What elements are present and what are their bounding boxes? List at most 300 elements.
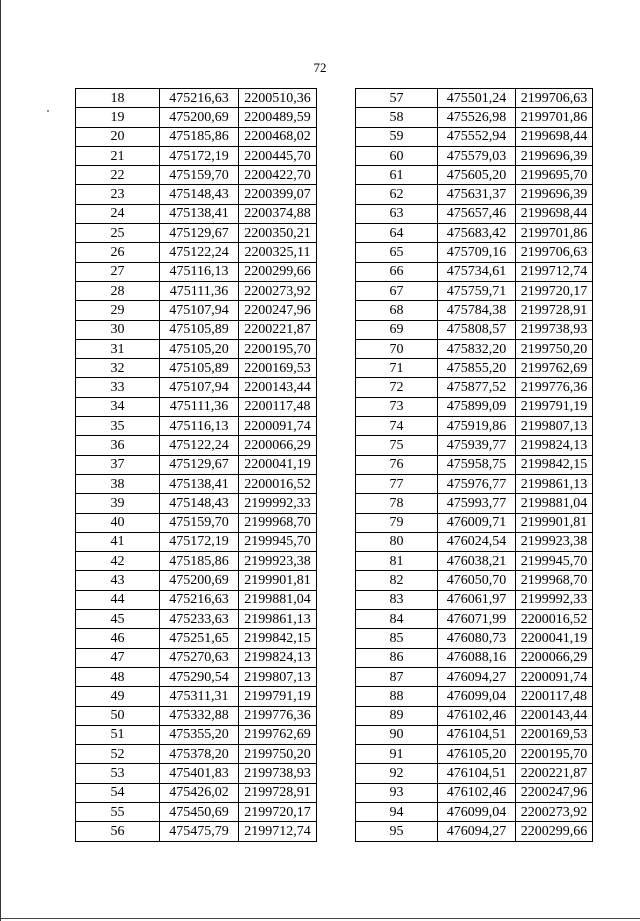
x-coordinate-cell: 475122,24 bbox=[160, 436, 239, 455]
point-number-cell: 90 bbox=[356, 725, 438, 744]
y-coordinate-cell: 2199945,70 bbox=[516, 552, 593, 571]
table-row bbox=[356, 89, 593, 108]
x-coordinate-cell: 475450,69 bbox=[160, 802, 239, 821]
page-number: 72 bbox=[313, 60, 327, 75]
table-row bbox=[76, 89, 317, 108]
point-number-cell: 85 bbox=[356, 629, 438, 648]
y-coordinate-cell: 2200299,66 bbox=[239, 262, 317, 281]
point-number-cell: 57 bbox=[356, 89, 438, 108]
y-coordinate-cell: 2199728,91 bbox=[239, 783, 317, 802]
point-number-cell: 81 bbox=[356, 552, 438, 571]
x-coordinate-cell: 476009,71 bbox=[438, 513, 516, 532]
x-coordinate-cell: 476038,21 bbox=[438, 552, 516, 571]
x-coordinate-cell: 475216,63 bbox=[160, 89, 239, 108]
point-number-cell: 43 bbox=[76, 571, 160, 590]
table-row bbox=[76, 301, 317, 320]
x-coordinate-cell: 475734,61 bbox=[438, 262, 516, 281]
table-row bbox=[356, 359, 593, 378]
table-row bbox=[76, 127, 317, 146]
y-coordinate-cell: 2199701,86 bbox=[516, 108, 593, 127]
y-coordinate-cell: 2199720,17 bbox=[516, 281, 593, 300]
table-row bbox=[76, 745, 317, 764]
y-coordinate-cell: 2199695,70 bbox=[516, 166, 593, 185]
point-number-cell: 66 bbox=[356, 262, 438, 281]
x-coordinate-cell: 475526,98 bbox=[438, 108, 516, 127]
y-coordinate-cell: 2200510,36 bbox=[239, 89, 317, 108]
x-coordinate-cell: 475976,77 bbox=[438, 474, 516, 493]
point-number-cell: 76 bbox=[356, 455, 438, 474]
table-row bbox=[76, 629, 317, 648]
point-number-cell: 87 bbox=[356, 667, 438, 686]
y-coordinate-cell: 2199728,91 bbox=[516, 301, 593, 320]
coordinates-table-left bbox=[75, 88, 317, 842]
y-coordinate-cell: 2200299,66 bbox=[516, 822, 593, 841]
x-coordinate-cell: 475899,09 bbox=[438, 397, 516, 416]
y-coordinate-cell: 2199968,70 bbox=[516, 571, 593, 590]
y-coordinate-cell: 2199696,39 bbox=[516, 146, 593, 165]
table-row bbox=[356, 204, 593, 223]
y-coordinate-cell: 2200117,48 bbox=[239, 397, 317, 416]
x-coordinate-cell: 475111,36 bbox=[160, 397, 239, 416]
table-row bbox=[76, 262, 317, 281]
point-number-cell: 25 bbox=[76, 224, 160, 243]
table-row bbox=[76, 725, 317, 744]
point-number-cell: 34 bbox=[76, 397, 160, 416]
x-coordinate-cell: 475401,83 bbox=[160, 764, 239, 783]
point-number-cell: 27 bbox=[76, 262, 160, 281]
point-number-cell: 28 bbox=[76, 281, 160, 300]
point-number-cell: 44 bbox=[76, 590, 160, 609]
x-coordinate-cell: 476061,97 bbox=[438, 590, 516, 609]
point-number-cell: 61 bbox=[356, 166, 438, 185]
table-row bbox=[356, 185, 593, 204]
x-coordinate-cell: 476102,46 bbox=[438, 783, 516, 802]
table-row bbox=[356, 745, 593, 764]
x-coordinate-cell: 475759,71 bbox=[438, 281, 516, 300]
table-row bbox=[76, 378, 317, 397]
point-number-cell: 42 bbox=[76, 552, 160, 571]
x-coordinate-cell: 476104,51 bbox=[438, 725, 516, 744]
x-coordinate-cell: 475919,86 bbox=[438, 417, 516, 436]
y-coordinate-cell: 2199720,17 bbox=[239, 802, 317, 821]
point-number-cell: 59 bbox=[356, 127, 438, 146]
point-number-cell: 33 bbox=[76, 378, 160, 397]
point-number-cell: 67 bbox=[356, 281, 438, 300]
point-number-cell: 60 bbox=[356, 146, 438, 165]
point-number-cell: 36 bbox=[76, 436, 160, 455]
point-number-cell: 30 bbox=[76, 320, 160, 339]
y-coordinate-cell: 2200273,92 bbox=[239, 281, 317, 300]
x-coordinate-cell: 475958,75 bbox=[438, 455, 516, 474]
y-coordinate-cell: 2200143,44 bbox=[516, 706, 593, 725]
point-number-cell: 94 bbox=[356, 802, 438, 821]
table-row bbox=[356, 725, 593, 744]
y-coordinate-cell: 2199698,44 bbox=[516, 127, 593, 146]
x-coordinate-cell: 475172,19 bbox=[160, 532, 239, 551]
x-coordinate-cell: 475116,13 bbox=[160, 262, 239, 281]
point-number-cell: 49 bbox=[76, 687, 160, 706]
x-coordinate-cell: 475138,41 bbox=[160, 474, 239, 493]
point-number-cell: 41 bbox=[76, 532, 160, 551]
y-coordinate-cell: 2200016,52 bbox=[239, 474, 317, 493]
point-number-cell: 40 bbox=[76, 513, 160, 532]
point-number-cell: 83 bbox=[356, 590, 438, 609]
point-number-cell: 75 bbox=[356, 436, 438, 455]
x-coordinate-cell: 475993,77 bbox=[438, 494, 516, 513]
point-number-cell: 65 bbox=[356, 243, 438, 262]
y-coordinate-cell: 2199738,93 bbox=[516, 320, 593, 339]
y-coordinate-cell: 2199706,63 bbox=[516, 243, 593, 262]
point-number-cell: 56 bbox=[76, 822, 160, 841]
table-row bbox=[356, 146, 593, 165]
y-coordinate-cell: 2200374,88 bbox=[239, 204, 317, 223]
y-coordinate-cell: 2200489,59 bbox=[239, 108, 317, 127]
point-number-cell: 80 bbox=[356, 532, 438, 551]
y-coordinate-cell: 2200066,29 bbox=[516, 648, 593, 667]
point-number-cell: 47 bbox=[76, 648, 160, 667]
y-coordinate-cell: 2200399,07 bbox=[239, 185, 317, 204]
x-coordinate-cell: 475216,63 bbox=[160, 590, 239, 609]
point-number-cell: 32 bbox=[76, 359, 160, 378]
point-number-cell: 92 bbox=[356, 764, 438, 783]
y-coordinate-cell: 2200247,96 bbox=[516, 783, 593, 802]
y-coordinate-cell: 2199824,13 bbox=[516, 436, 593, 455]
table-row bbox=[76, 590, 317, 609]
table-row bbox=[76, 494, 317, 513]
y-coordinate-cell: 2199923,38 bbox=[516, 532, 593, 551]
y-coordinate-cell: 2199881,04 bbox=[239, 590, 317, 609]
x-coordinate-cell: 475111,36 bbox=[160, 281, 239, 300]
y-coordinate-cell: 2200325,11 bbox=[239, 243, 317, 262]
table-row bbox=[356, 127, 593, 146]
x-coordinate-cell: 475355,20 bbox=[160, 725, 239, 744]
table-row bbox=[76, 417, 317, 436]
point-number-cell: 45 bbox=[76, 610, 160, 629]
y-coordinate-cell: 2200143,44 bbox=[239, 378, 317, 397]
table-row bbox=[76, 783, 317, 802]
table-row bbox=[76, 822, 317, 841]
x-coordinate-cell: 475475,79 bbox=[160, 822, 239, 841]
coordinates-table-right-body bbox=[356, 89, 593, 842]
table-row bbox=[356, 339, 593, 358]
table-row bbox=[76, 455, 317, 474]
point-number-cell: 50 bbox=[76, 706, 160, 725]
table-row bbox=[356, 783, 593, 802]
x-coordinate-cell: 475129,67 bbox=[160, 455, 239, 474]
point-number-cell: 71 bbox=[356, 359, 438, 378]
y-coordinate-cell: 2199968,70 bbox=[239, 513, 317, 532]
x-coordinate-cell: 475290,54 bbox=[160, 667, 239, 686]
y-coordinate-cell: 2199738,93 bbox=[239, 764, 317, 783]
y-coordinate-cell: 2200195,70 bbox=[516, 745, 593, 764]
point-number-cell: 62 bbox=[356, 185, 438, 204]
point-number-cell: 58 bbox=[356, 108, 438, 127]
table-row bbox=[76, 281, 317, 300]
x-coordinate-cell: 475332,88 bbox=[160, 706, 239, 725]
table-row bbox=[76, 667, 317, 686]
table-row bbox=[76, 166, 317, 185]
x-coordinate-cell: 475172,19 bbox=[160, 146, 239, 165]
y-coordinate-cell: 2199992,33 bbox=[239, 494, 317, 513]
table-row bbox=[356, 474, 593, 493]
point-number-cell: 54 bbox=[76, 783, 160, 802]
table-row bbox=[356, 802, 593, 821]
x-coordinate-cell: 475148,43 bbox=[160, 494, 239, 513]
table-row bbox=[76, 146, 317, 165]
y-coordinate-cell: 2200117,48 bbox=[516, 687, 593, 706]
table-row bbox=[76, 224, 317, 243]
y-coordinate-cell: 2199706,63 bbox=[516, 89, 593, 108]
y-coordinate-cell: 2199698,44 bbox=[516, 204, 593, 223]
x-coordinate-cell: 475631,37 bbox=[438, 185, 516, 204]
table-row bbox=[76, 436, 317, 455]
point-number-cell: 91 bbox=[356, 745, 438, 764]
point-number-cell: 20 bbox=[76, 127, 160, 146]
y-coordinate-cell: 2199762,69 bbox=[516, 359, 593, 378]
table-row bbox=[356, 590, 593, 609]
y-coordinate-cell: 2199923,38 bbox=[239, 552, 317, 571]
table-row bbox=[356, 108, 593, 127]
y-coordinate-cell: 2199807,13 bbox=[239, 667, 317, 686]
y-coordinate-cell: 2199762,69 bbox=[239, 725, 317, 744]
x-coordinate-cell: 476094,27 bbox=[438, 822, 516, 841]
table-row bbox=[76, 339, 317, 358]
y-coordinate-cell: 2199791,19 bbox=[516, 397, 593, 416]
x-coordinate-cell: 475552,94 bbox=[438, 127, 516, 146]
x-coordinate-cell: 475138,41 bbox=[160, 204, 239, 223]
x-coordinate-cell: 475107,94 bbox=[160, 378, 239, 397]
y-coordinate-cell: 2200221,87 bbox=[516, 764, 593, 783]
table-row bbox=[356, 610, 593, 629]
point-number-cell: 78 bbox=[356, 494, 438, 513]
table-row bbox=[76, 552, 317, 571]
x-coordinate-cell: 475148,43 bbox=[160, 185, 239, 204]
x-coordinate-cell: 475233,63 bbox=[160, 610, 239, 629]
point-number-cell: 48 bbox=[76, 667, 160, 686]
x-coordinate-cell: 476024,54 bbox=[438, 532, 516, 551]
x-coordinate-cell: 475129,67 bbox=[160, 224, 239, 243]
x-coordinate-cell: 475657,46 bbox=[438, 204, 516, 223]
y-coordinate-cell: 2200041,19 bbox=[516, 629, 593, 648]
point-number-cell: 89 bbox=[356, 706, 438, 725]
x-coordinate-cell: 475501,24 bbox=[438, 89, 516, 108]
table-row bbox=[76, 359, 317, 378]
point-number-cell: 19 bbox=[76, 108, 160, 127]
x-coordinate-cell: 476099,04 bbox=[438, 802, 516, 821]
point-number-cell: 39 bbox=[76, 494, 160, 513]
point-number-cell: 77 bbox=[356, 474, 438, 493]
point-number-cell: 53 bbox=[76, 764, 160, 783]
point-number-cell: 70 bbox=[356, 339, 438, 358]
scan-edge-line bbox=[0, 0, 1, 921]
point-number-cell: 88 bbox=[356, 687, 438, 706]
y-coordinate-cell: 2199807,13 bbox=[516, 417, 593, 436]
point-number-cell: 37 bbox=[76, 455, 160, 474]
table-row bbox=[356, 281, 593, 300]
table-row bbox=[356, 764, 593, 783]
y-coordinate-cell: 2200169,53 bbox=[516, 725, 593, 744]
x-coordinate-cell: 475939,77 bbox=[438, 436, 516, 455]
x-coordinate-cell: 476080,73 bbox=[438, 629, 516, 648]
point-number-cell: 23 bbox=[76, 185, 160, 204]
table-row bbox=[356, 706, 593, 725]
point-number-cell: 84 bbox=[356, 610, 438, 629]
x-coordinate-cell: 475784,38 bbox=[438, 301, 516, 320]
table-row bbox=[76, 108, 317, 127]
point-number-cell: 24 bbox=[76, 204, 160, 223]
x-coordinate-cell: 475311,31 bbox=[160, 687, 239, 706]
y-coordinate-cell: 2200247,96 bbox=[239, 301, 317, 320]
x-coordinate-cell: 475855,20 bbox=[438, 359, 516, 378]
table-row bbox=[356, 513, 593, 532]
table-row bbox=[76, 513, 317, 532]
x-coordinate-cell: 475605,20 bbox=[438, 166, 516, 185]
x-coordinate-cell: 475251,65 bbox=[160, 629, 239, 648]
table-row bbox=[76, 185, 317, 204]
table-row bbox=[356, 417, 593, 436]
point-number-cell: 55 bbox=[76, 802, 160, 821]
scan-speck bbox=[47, 110, 49, 112]
y-coordinate-cell: 2200445,70 bbox=[239, 146, 317, 165]
table-row bbox=[356, 262, 593, 281]
point-number-cell: 29 bbox=[76, 301, 160, 320]
table-row bbox=[356, 436, 593, 455]
y-coordinate-cell: 2200468,02 bbox=[239, 127, 317, 146]
x-coordinate-cell: 476050,70 bbox=[438, 571, 516, 590]
coordinates-table-left-body bbox=[76, 89, 317, 842]
x-coordinate-cell: 475105,89 bbox=[160, 320, 239, 339]
x-coordinate-cell: 475270,63 bbox=[160, 648, 239, 667]
point-number-cell: 74 bbox=[356, 417, 438, 436]
y-coordinate-cell: 2199824,13 bbox=[239, 648, 317, 667]
table-row bbox=[356, 552, 593, 571]
x-coordinate-cell: 475378,20 bbox=[160, 745, 239, 764]
point-number-cell: 95 bbox=[356, 822, 438, 841]
x-coordinate-cell: 476099,04 bbox=[438, 687, 516, 706]
y-coordinate-cell: 2199881,04 bbox=[516, 494, 593, 513]
x-coordinate-cell: 475107,94 bbox=[160, 301, 239, 320]
table-row bbox=[76, 802, 317, 821]
point-number-cell: 73 bbox=[356, 397, 438, 416]
table-row bbox=[76, 397, 317, 416]
table-row bbox=[76, 204, 317, 223]
table-row bbox=[356, 667, 593, 686]
y-coordinate-cell: 2200041,19 bbox=[239, 455, 317, 474]
point-number-cell: 38 bbox=[76, 474, 160, 493]
point-number-cell: 51 bbox=[76, 725, 160, 744]
point-number-cell: 68 bbox=[356, 301, 438, 320]
y-coordinate-cell: 2199861,13 bbox=[516, 474, 593, 493]
x-coordinate-cell: 475105,89 bbox=[160, 359, 239, 378]
y-coordinate-cell: 2199696,39 bbox=[516, 185, 593, 204]
table-row bbox=[356, 397, 593, 416]
y-coordinate-cell: 2200091,74 bbox=[516, 667, 593, 686]
point-number-cell: 21 bbox=[76, 146, 160, 165]
point-number-cell: 22 bbox=[76, 166, 160, 185]
table-row bbox=[356, 243, 593, 262]
y-coordinate-cell: 2199791,19 bbox=[239, 687, 317, 706]
y-coordinate-cell: 2199901,81 bbox=[516, 513, 593, 532]
y-coordinate-cell: 2199842,15 bbox=[516, 455, 593, 474]
x-coordinate-cell: 475185,86 bbox=[160, 552, 239, 571]
point-number-cell: 69 bbox=[356, 320, 438, 339]
table-row bbox=[76, 648, 317, 667]
y-coordinate-cell: 2200016,52 bbox=[516, 610, 593, 629]
x-coordinate-cell: 476094,27 bbox=[438, 667, 516, 686]
table-row bbox=[76, 571, 317, 590]
table-row bbox=[356, 166, 593, 185]
table-row bbox=[356, 822, 593, 841]
x-coordinate-cell: 475426,02 bbox=[160, 783, 239, 802]
table-row bbox=[76, 474, 317, 493]
table-row bbox=[356, 224, 593, 243]
y-coordinate-cell: 2200273,92 bbox=[516, 802, 593, 821]
y-coordinate-cell: 2199945,70 bbox=[239, 532, 317, 551]
x-coordinate-cell: 475185,86 bbox=[160, 127, 239, 146]
point-number-cell: 52 bbox=[76, 745, 160, 764]
table-row bbox=[76, 243, 317, 262]
point-number-cell: 82 bbox=[356, 571, 438, 590]
x-coordinate-cell: 475808,57 bbox=[438, 320, 516, 339]
x-coordinate-cell: 475683,42 bbox=[438, 224, 516, 243]
x-coordinate-cell: 476088,16 bbox=[438, 648, 516, 667]
y-coordinate-cell: 2200350,21 bbox=[239, 224, 317, 243]
table-row bbox=[356, 648, 593, 667]
x-coordinate-cell: 475159,70 bbox=[160, 513, 239, 532]
y-coordinate-cell: 2200066,29 bbox=[239, 436, 317, 455]
table-row bbox=[356, 455, 593, 474]
y-coordinate-cell: 2199776,36 bbox=[516, 378, 593, 397]
table-row bbox=[356, 301, 593, 320]
table-row bbox=[356, 320, 593, 339]
scan-bottom-line bbox=[0, 918, 640, 919]
table-row bbox=[356, 378, 593, 397]
point-number-cell: 72 bbox=[356, 378, 438, 397]
y-coordinate-cell: 2199861,13 bbox=[239, 610, 317, 629]
point-number-cell: 64 bbox=[356, 224, 438, 243]
point-number-cell: 35 bbox=[76, 417, 160, 436]
x-coordinate-cell: 475200,69 bbox=[160, 571, 239, 590]
point-number-cell: 26 bbox=[76, 243, 160, 262]
point-number-cell: 18 bbox=[76, 89, 160, 108]
table-row bbox=[356, 494, 593, 513]
x-coordinate-cell: 475116,13 bbox=[160, 417, 239, 436]
x-coordinate-cell: 476104,51 bbox=[438, 764, 516, 783]
table-row bbox=[76, 610, 317, 629]
table-row bbox=[76, 320, 317, 339]
y-coordinate-cell: 2200169,53 bbox=[239, 359, 317, 378]
y-coordinate-cell: 2200221,87 bbox=[239, 320, 317, 339]
table-row bbox=[356, 532, 593, 551]
coordinates-table-right bbox=[355, 88, 593, 842]
y-coordinate-cell: 2199750,20 bbox=[516, 339, 593, 358]
table-row bbox=[76, 764, 317, 783]
y-coordinate-cell: 2200091,74 bbox=[239, 417, 317, 436]
y-coordinate-cell: 2199712,74 bbox=[516, 262, 593, 281]
y-coordinate-cell: 2200195,70 bbox=[239, 339, 317, 358]
x-coordinate-cell: 475579,03 bbox=[438, 146, 516, 165]
x-coordinate-cell: 475877,52 bbox=[438, 378, 516, 397]
y-coordinate-cell: 2199901,81 bbox=[239, 571, 317, 590]
y-coordinate-cell: 2199776,36 bbox=[239, 706, 317, 725]
point-number-cell: 46 bbox=[76, 629, 160, 648]
y-coordinate-cell: 2199750,20 bbox=[239, 745, 317, 764]
x-coordinate-cell: 475122,24 bbox=[160, 243, 239, 262]
table-row bbox=[356, 629, 593, 648]
x-coordinate-cell: 475832,20 bbox=[438, 339, 516, 358]
table-row bbox=[356, 571, 593, 590]
y-coordinate-cell: 2199712,74 bbox=[239, 822, 317, 841]
